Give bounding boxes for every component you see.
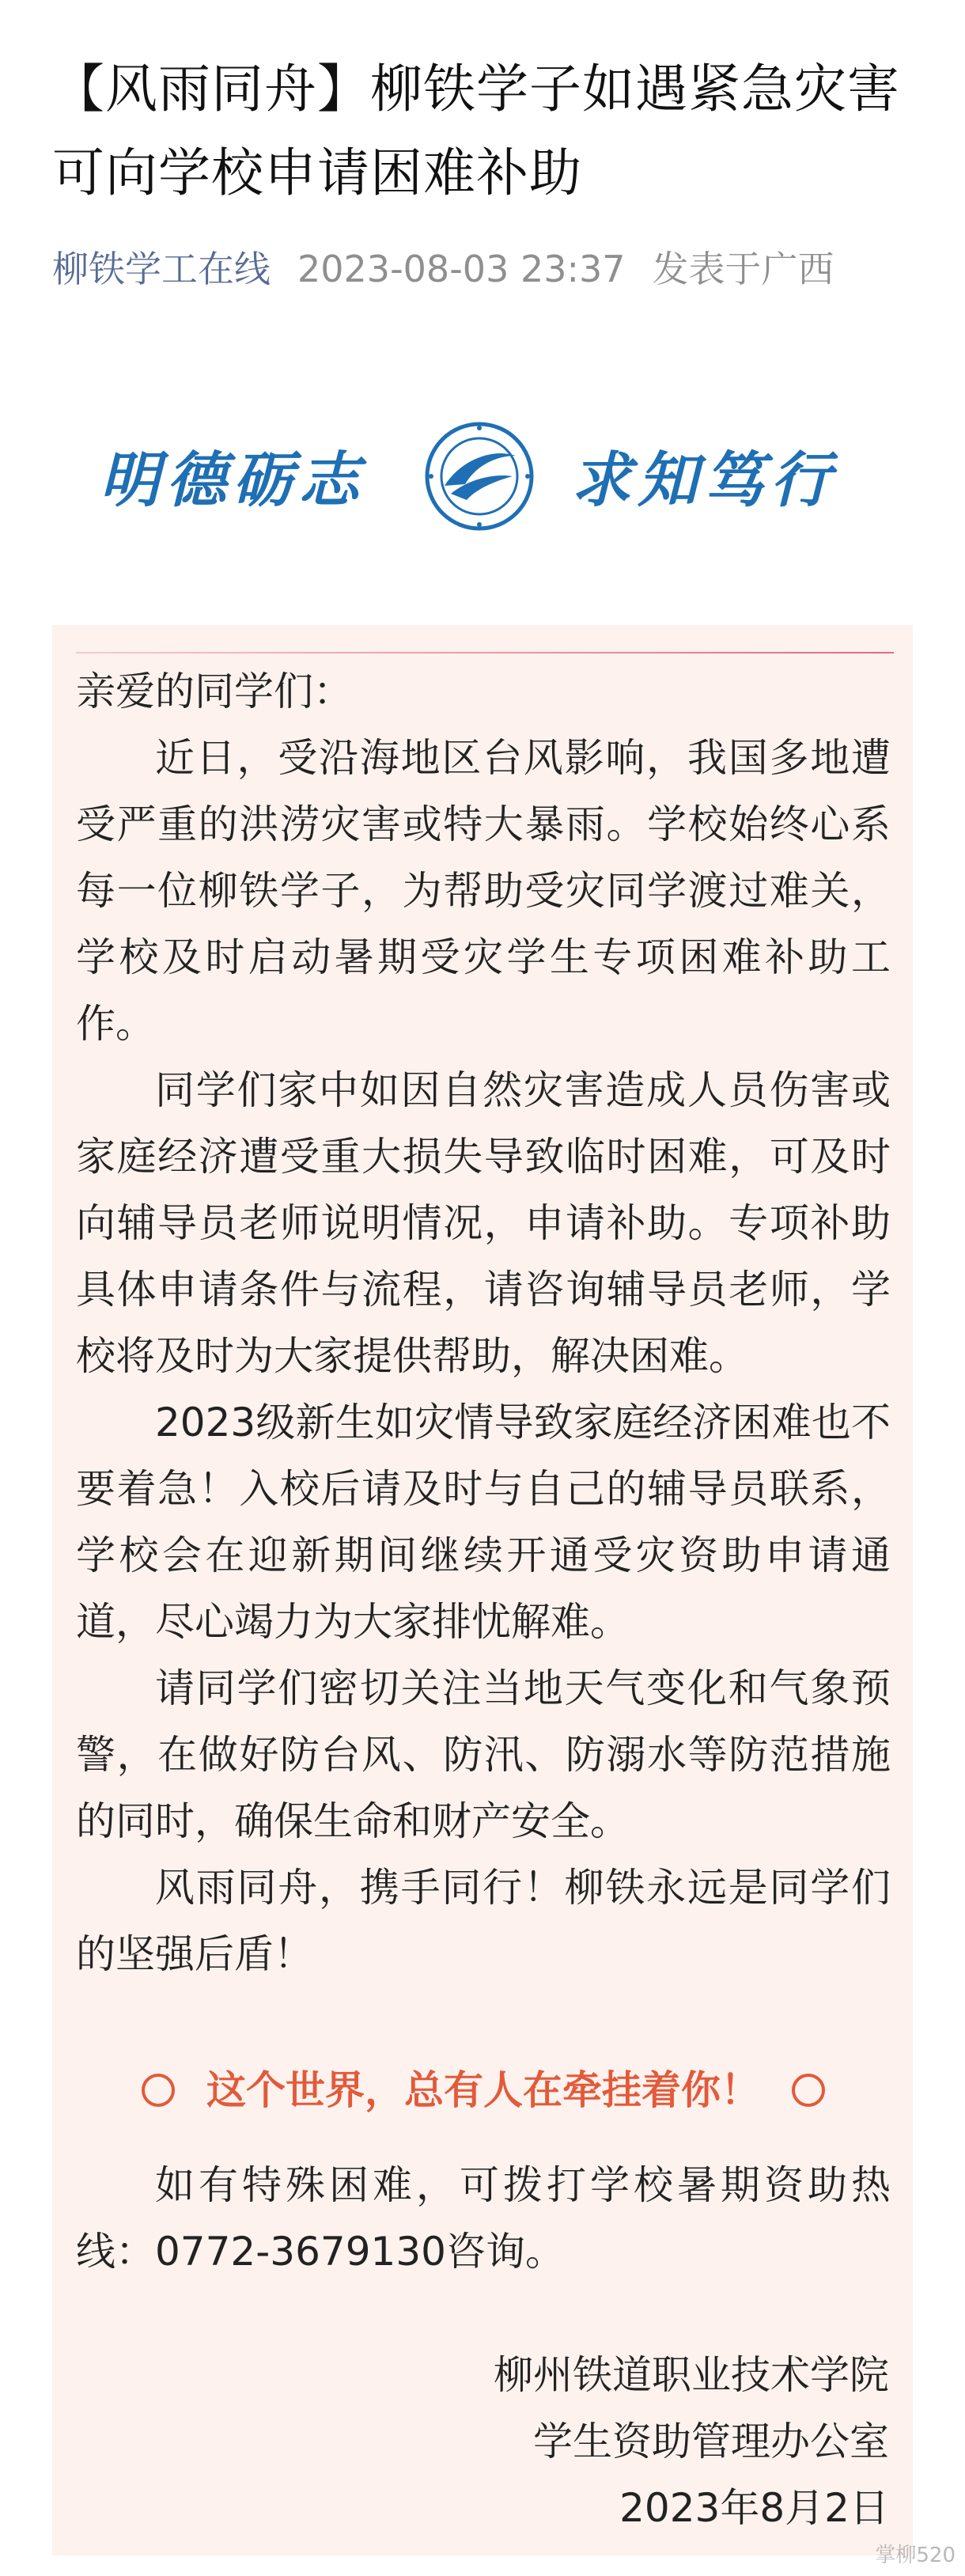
callout-text: 这个世界，总有人在牵挂着你！: [206, 2067, 760, 2113]
signature-block: [335, 2342, 889, 2541]
motto-right: 求知笃行: [571, 445, 837, 515]
article-title: 【风雨同舟】柳铁学子如遇紧急灾害可向学校申请困难补助: [52, 59, 900, 203]
signature-office: 学生资助管理办公室: [533, 2419, 889, 2464]
paragraph: 近日，受沿海地区台风影响，我国多地遭受严重的洪涝灾害或特大暴雨。学校始终心系每一位柳铁学子，为帮助受灾同学渡过难关，学校及时启动暑期受灾学生专项困难补助工作。: [76, 735, 891, 1047]
paragraph: 同学们家中如因自然灾害造成人员伤害或家庭经济遭受重大损失导致临时困难，可及时向辅导员老师说明情况，申请补助。专项补助具体申请条件与流程，请咨询辅导员老师，学校将及时为大家提供帮助，解决困难。: [76, 1067, 891, 1379]
school-emblem-icon: [424, 421, 535, 532]
divider-line: [76, 652, 894, 653]
signature-org: 柳州铁道职业技术学院: [494, 2352, 889, 2398]
publish-datetime: 2023-08-03 23:37: [297, 248, 626, 290]
motto-left: 明德砺志: [100, 445, 365, 515]
greeting: 亲爱的同学们：: [76, 669, 353, 714]
signature-date: 2023年8月2日: [619, 2485, 889, 2531]
circle-icon: [792, 2074, 825, 2107]
letter-card: [52, 625, 913, 2555]
article-meta: [52, 241, 930, 297]
paragraph: 2023级新生如灾情导致家庭经济困难也不要着急！入校后请及时与自己的辅导员联系，学校会在迎新期间继续开通受灾资助申请通道，尽心竭力为大家排忧解难。: [76, 1400, 891, 1645]
publish-location: 发表于广西: [652, 248, 834, 290]
letter-body: [76, 658, 891, 1987]
motto-banner: [0, 419, 965, 546]
paragraph: 请同学们密切关注当地天气变化和气象预警，在做好防台风、防汛、防溺水等防范措施的同时，确保生命和财产安全。: [76, 1665, 891, 1844]
account-name-link[interactable]: 柳铁学工在线: [52, 248, 271, 290]
paragraph: 风雨同舟，携手同行！柳铁永远是同学们的坚强后盾！: [76, 1865, 891, 1977]
circle-icon: [142, 2074, 175, 2107]
callout-line: [76, 2057, 891, 2123]
watermark-logo: 掌柳520: [875, 2544, 956, 2567]
hotline-paragraph: 如有特殊困难，可拨打学校暑期资助热线：0772-3679130咨询。: [76, 2162, 891, 2275]
